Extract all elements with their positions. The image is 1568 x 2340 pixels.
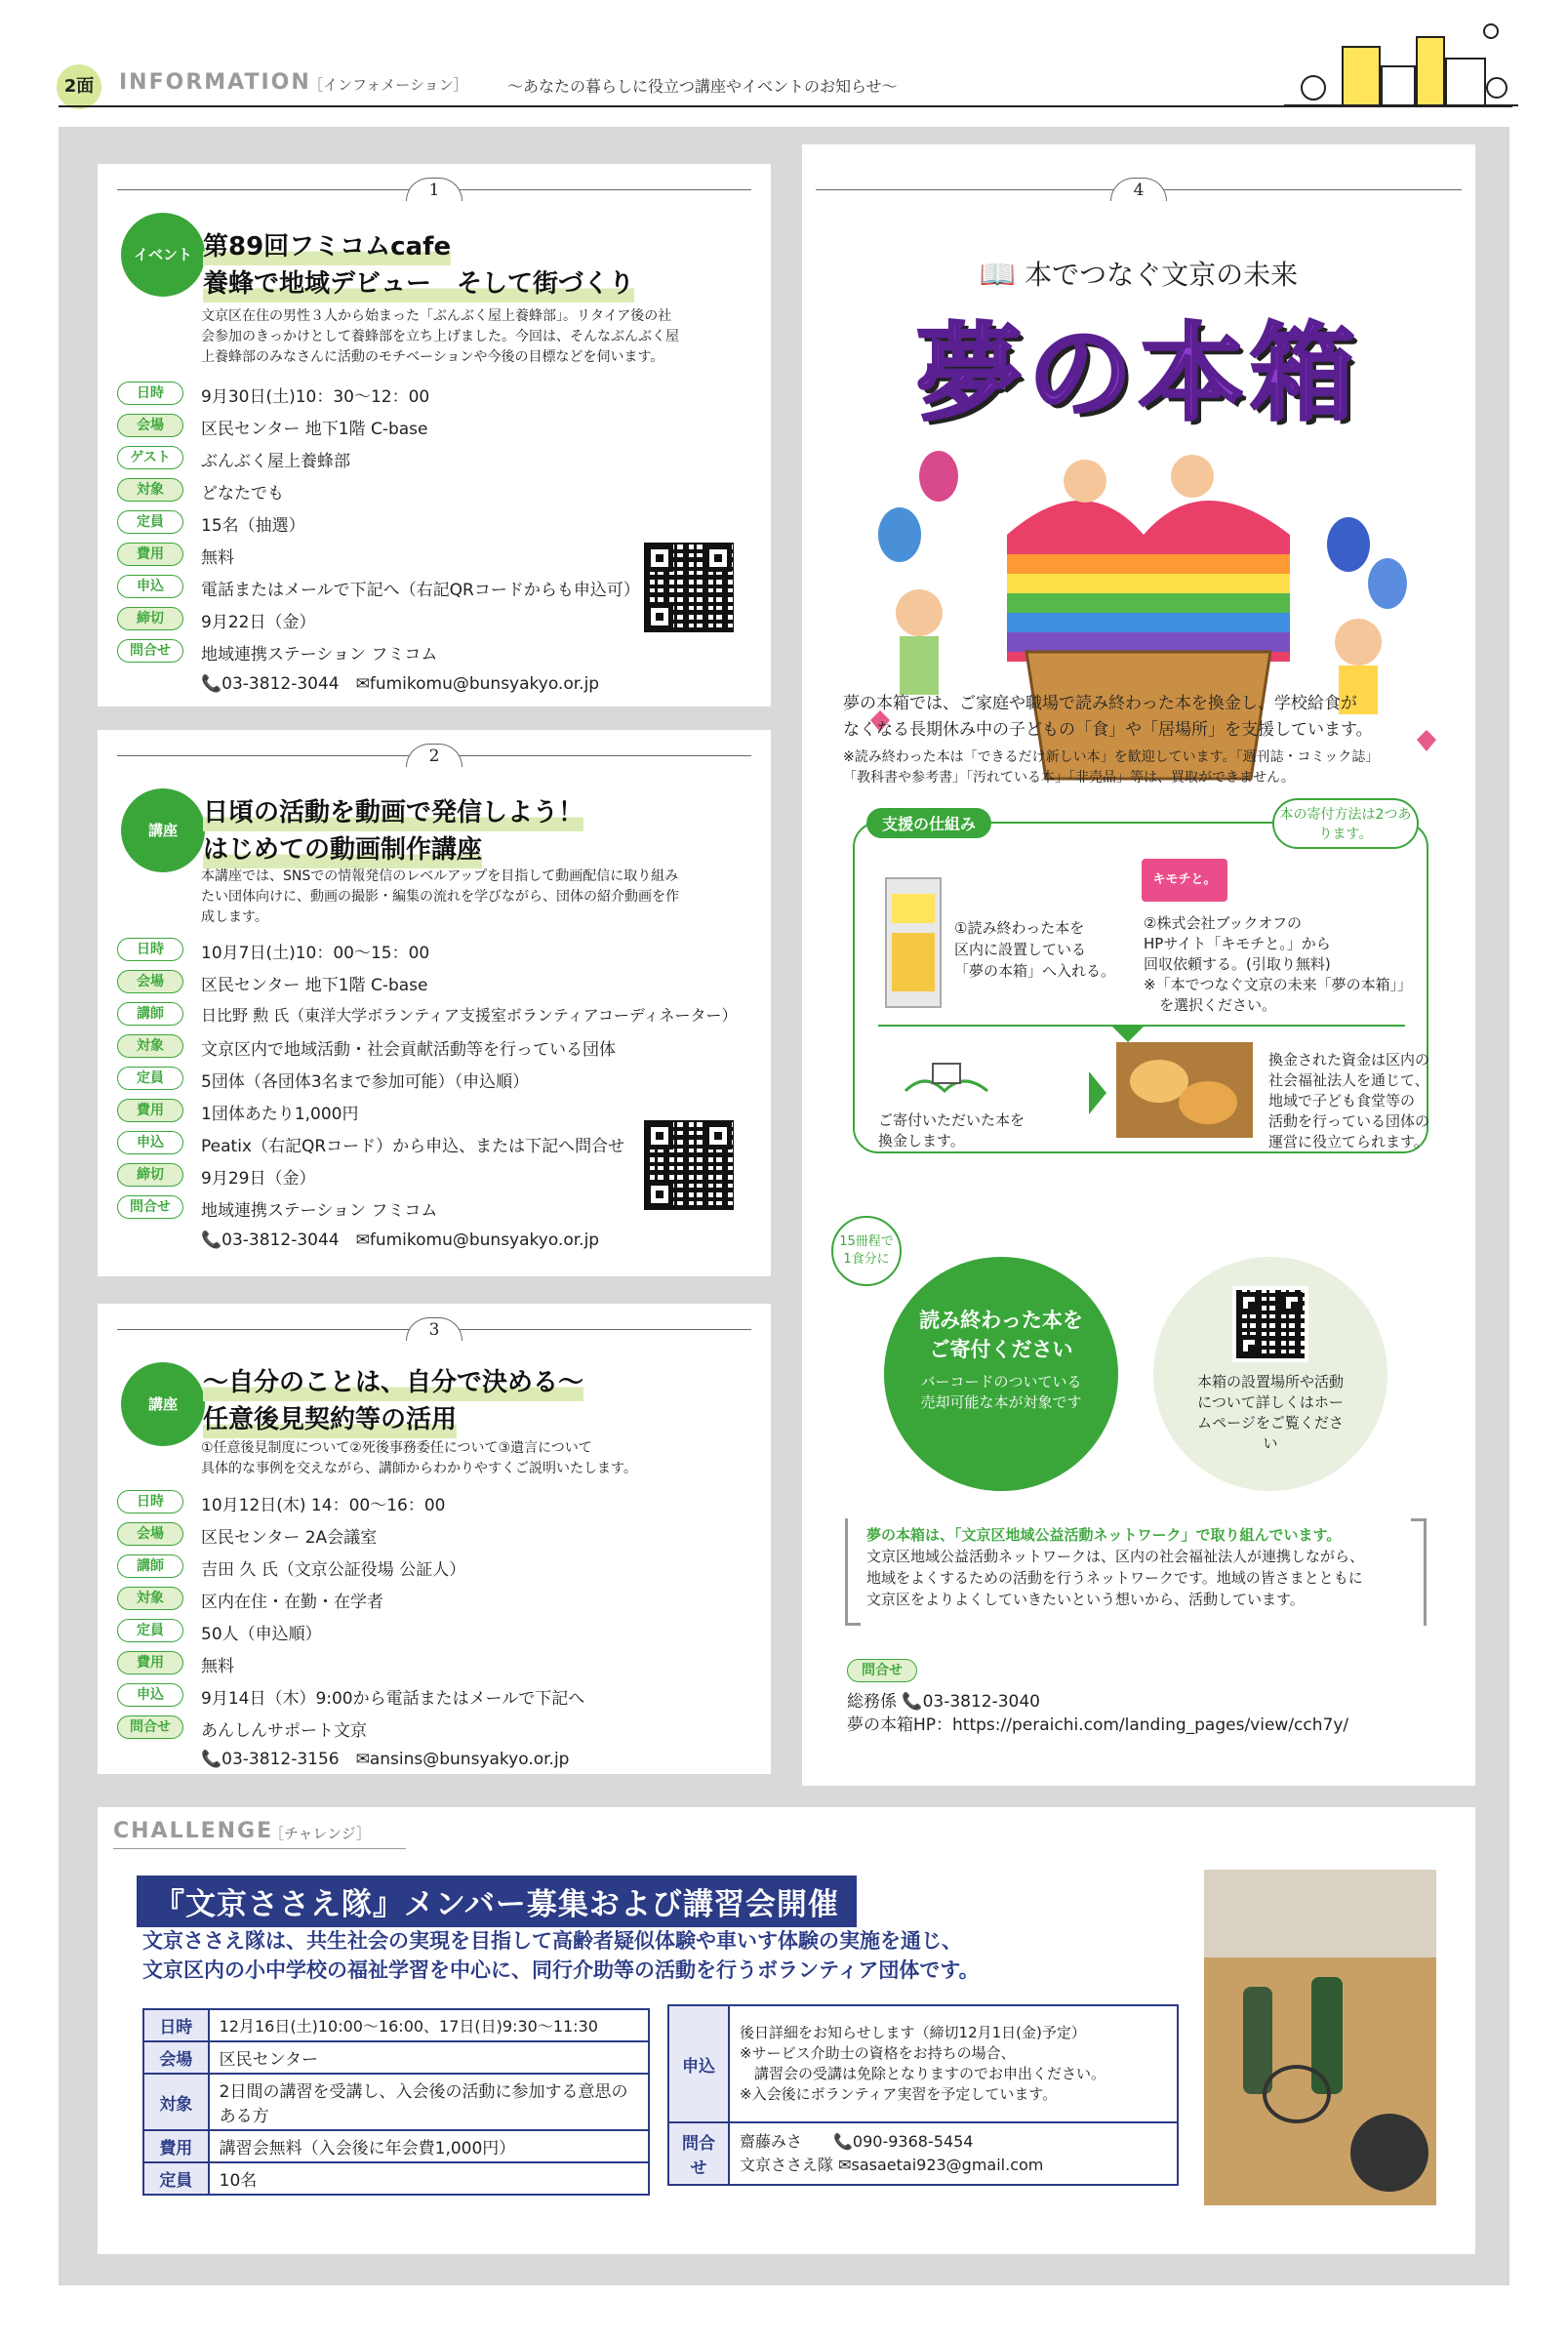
step-line: 活動を行っている団体の [1268, 1112, 1430, 1130]
section-title-jp: ［インフォメーション］ [308, 76, 468, 94]
row-label: 日時 [117, 938, 183, 961]
row-label: 講師 [117, 1002, 183, 1026]
note-line: ※読み終わった本は「できるだけ新しい本」を歓迎しています。「週刊誌・コミック誌」 [843, 749, 1380, 765]
website-circle [1153, 1257, 1387, 1491]
row-value: 無料 [201, 1657, 234, 1676]
step-line: 区内に設置している [954, 941, 1087, 958]
row-value: あんしんサポート文京 [201, 1721, 367, 1741]
header-rule [59, 105, 1512, 107]
step-line: 換金します。 [878, 1132, 965, 1150]
table-row [668, 2005, 1178, 2122]
card-title-line2: はじめての動画制作講座 [203, 831, 482, 868]
note-line: 「教科書や参考書」「汚れている本」「非売品」等は、買取ができません。 [843, 770, 1295, 786]
row-value: 吉田 久 氏（文京公証役場 公証人） [201, 1560, 466, 1580]
step-line: 「夢の本箱」へ入れる。 [954, 962, 1116, 980]
apply-line: 講習会の受講は免除となりますのでお申出ください。 [740, 2065, 1106, 2082]
desc-line: たい団体向けに、動画の撮影・編集の流れを学びながら、団体の紹介動画を作 [201, 889, 679, 905]
row-contact [117, 1711, 751, 1743]
section-title-en: INFORMATION [119, 70, 311, 95]
card-number: 4 [1110, 178, 1167, 201]
body-line: 夢の本箱では、ご家庭や職場で読み終わった本を換金し、学校給食が [843, 694, 1357, 713]
row-label: 申込 [117, 575, 183, 598]
table-label: 問合せ [668, 2122, 729, 2185]
table-row [668, 2122, 1178, 2185]
row-label: 費用 [117, 543, 183, 566]
challenge-head-en: CHALLENGE [113, 1819, 274, 1843]
row-datetime [117, 933, 751, 965]
row-value: ぶんぶく屋上養蜂部 [201, 452, 350, 471]
yume-subtitle-text: 本でつなぐ文京の未来 [1025, 259, 1299, 291]
network-line: 夢の本箱は、「文京区地域公益活動ネットワーク」で取り組んでいます。 [866, 1526, 1342, 1544]
row-label: 費用 [117, 1651, 183, 1674]
contact-line: 📞03-3812-3044 ✉fumikomu@bunsyakyo.or.jp [201, 1231, 600, 1250]
row-label: 問合せ [117, 639, 183, 663]
card-title [203, 1364, 583, 1438]
row-datetime [117, 377, 751, 409]
book-box-illustration [882, 874, 945, 1011]
donate-circle-title: 読み終わった本をご寄付ください [919, 1309, 1083, 1361]
row-value: 区内在住・在勤・在学者 [201, 1593, 383, 1612]
challenge-details-table [142, 2008, 650, 2196]
step-line: ②株式会社ブックオフの [1144, 914, 1302, 932]
card-number: 1 [406, 178, 462, 201]
apply-line: 後日詳細をお知らせします（締切12月1日(金)予定） [740, 2024, 1086, 2041]
table-label: 会場 [143, 2041, 209, 2074]
contact-label: 問合せ [847, 1659, 917, 1682]
step-line: を選択ください。 [1159, 996, 1277, 1014]
contact-line: 📞03-3812-3156 ✉ansins@bunsyakyo.or.jp [201, 1750, 570, 1769]
network-text [866, 1524, 1423, 1610]
detail-rows [117, 1485, 751, 1769]
card-title-line1: ～自分のことは、自分で決める～ [203, 1364, 583, 1401]
yume-subtitle [802, 254, 1475, 293]
card-title-line1: 日頃の活動を動画で発信しよう！ [203, 794, 583, 831]
row-lecturer [117, 1550, 751, 1582]
row-label: 定員 [117, 510, 183, 534]
row-label: 講師 [117, 1554, 183, 1578]
card-description [201, 867, 757, 928]
city-skyline-illustration [1284, 18, 1518, 107]
support-mechanism-tag: 支援の仕組み [866, 808, 991, 838]
donation-methods-bubble: 本の寄付方法は2つあります。 [1272, 798, 1419, 849]
card-title-line2: 任意後見契約等の活用 [203, 1401, 457, 1438]
info-card-2 [98, 730, 771, 1276]
row-venue [117, 965, 751, 997]
row-fee [117, 1646, 751, 1678]
category-badge: 講座 [121, 1362, 205, 1446]
card-description [201, 1438, 757, 1479]
network-line: 地域をよくするための活動を行うネットワークです。地域の皆さまとともに [866, 1569, 1363, 1587]
step-line: ①読み終わった本を [954, 919, 1085, 937]
table-value: 区民センター [209, 2041, 649, 2074]
qr-code[interactable] [640, 539, 738, 636]
row-value: 無料 [201, 548, 234, 568]
table-label: 申込 [668, 2005, 729, 2122]
card-number-row [117, 178, 751, 201]
desc-line: 具体的な事例を交えながら、講師からわかりやすくご説明いたします。 [201, 1461, 637, 1476]
row-label: 対象 [117, 1587, 183, 1610]
row-label: 定員 [117, 1619, 183, 1642]
step4-text [1268, 1050, 1429, 1152]
row-value: 9月22日（金） [201, 613, 316, 632]
challenge-lead [142, 1926, 1177, 1985]
row-value: 10月7日(土)10：00～15：00 [201, 944, 430, 963]
table-value: 2日間の講習を受講し、入会後の活動に参加する意思のある方 [209, 2074, 649, 2130]
row-value: Peatix（右記QRコード）から申込、または下記へ問合せ [201, 1137, 625, 1156]
category-badge: 講座 [121, 788, 205, 872]
row-label: 締切 [117, 607, 183, 630]
row-label: ゲスト [117, 446, 183, 469]
row-datetime [117, 1485, 751, 1517]
apply-line: ※入会後にボランティア実習を予定しています。 [740, 2085, 1058, 2103]
contact-phone: 総務係 📞03-3812-3040 [847, 1692, 1040, 1712]
kimochi-logo: キモチと。 [1142, 859, 1227, 902]
card-number: 3 [406, 1317, 462, 1341]
contact-line: 文京ささえ隊 ✉sasaetai923@gmail.com [740, 2156, 1044, 2174]
network-line: 文京区をよりよくしていきたいという想いから、活動しています。 [866, 1591, 1305, 1608]
desc-line: 会参加のきっかけとして養蜂部を立ち上げました。今回は、そんなぶんぶく屋 [201, 329, 679, 344]
card-number-row [117, 1317, 751, 1341]
row-label: 問合せ [117, 1195, 183, 1219]
info-card-1 [98, 164, 771, 706]
table-row [143, 2074, 649, 2130]
down-arrow-icon [1110, 1025, 1146, 1042]
table-value [729, 2122, 1178, 2185]
contact-line: 📞03-3812-3044 ✉fumikomu@bunsyakyo.or.jp [201, 674, 600, 694]
row-target [117, 473, 751, 505]
qr-code[interactable] [1232, 1286, 1308, 1362]
bracket-left [845, 1518, 861, 1626]
row-value: 電話またはメールで下記へ（右記QRコードからも申込可） [201, 581, 640, 600]
step-line: ご寄付いただいた本を [878, 1111, 1025, 1129]
donate-circle [884, 1257, 1118, 1491]
row-value: 9月14日（木）9:00から電話またはメールで下記へ [201, 1689, 585, 1709]
row-value: どなたでも [201, 484, 284, 504]
desc-line: 成します。 [201, 909, 268, 925]
row-venue [117, 1517, 751, 1550]
lead-line: 文京区内の小中学校の福祉学習を中心に、同行介助等の活動を行うボランティア団体です。 [142, 1958, 980, 1982]
desc-line: ①任意後見制度について②死後事務委任について③遺言について [201, 1440, 592, 1456]
challenge-apply-table [667, 2004, 1179, 2186]
table-label: 日時 [143, 2009, 209, 2041]
card-title-line2: 養蜂で地域デビュー そして街づくり [203, 265, 634, 303]
step-line: 運営に役立てられます。 [1268, 1133, 1428, 1150]
step-line: HPサイト「キモチと。」から [1144, 935, 1331, 952]
row-lecturer [117, 997, 751, 1029]
step2-text [1144, 913, 1412, 1016]
hands-book-icon [896, 1052, 997, 1110]
row-label: 対象 [117, 478, 183, 502]
row-capacity [117, 1614, 751, 1646]
challenge-rule [113, 1848, 406, 1849]
row-label: 会場 [117, 970, 183, 993]
step1-text [954, 917, 1115, 982]
row-value: 文京区内で地域活動・社会貢献活動等を行っている団体 [201, 1040, 616, 1060]
row-label: 会場 [117, 1522, 183, 1546]
row-value: 区民センター 地下1階 C-base [201, 976, 428, 995]
yume-contact [847, 1690, 1348, 1737]
table-value [729, 2005, 1178, 2122]
row-contact [117, 634, 751, 666]
food-photo [1116, 1042, 1253, 1138]
row-target [117, 1029, 751, 1062]
section-subtitle: ～あなたの暮らしに役立つ講座やイベントのお知らせ～ [507, 77, 898, 96]
category-badge: イベント [121, 213, 205, 297]
table-label: 対象 [143, 2074, 209, 2130]
table-label: 定員 [143, 2162, 209, 2195]
step-line: 社会福祉法人を通じて、 [1268, 1071, 1429, 1089]
row-label: 会場 [117, 414, 183, 437]
card-description [201, 306, 757, 368]
qr-code[interactable] [640, 1116, 738, 1214]
right-arrow-icon [1089, 1071, 1106, 1114]
row-value: 地域連携ステーション フミコム [201, 1201, 438, 1221]
card-number-row [816, 178, 1462, 201]
row-venue [117, 409, 751, 441]
challenge-head-jp: ［チャレンジ］ [269, 1825, 371, 1842]
info-card-3 [98, 1304, 771, 1774]
body-line: なくなる長期休み中の子どもの「食」や「居場所」を支援しています。 [843, 720, 1373, 740]
card-title [203, 794, 583, 868]
row-label: 日時 [117, 382, 183, 405]
desc-line: 文京区在住の男性３人から始まった「ぶんぶく屋上養蜂部」。リタイア後の社 [201, 308, 672, 324]
info-card-4 [802, 144, 1475, 1786]
row-value: 9月29日（金） [201, 1169, 316, 1189]
row-label: 日時 [117, 1490, 183, 1513]
step-line: 地域で子ども食堂等の [1268, 1092, 1416, 1109]
step3-text [878, 1110, 1025, 1151]
row-value: 5団体（各団体3名まで参加可能）（申込順） [201, 1072, 530, 1092]
row-value: 日比野 勲 氏（東洋大学ボランティア支援室ボランティアコーディネーター） [201, 1006, 738, 1025]
network-line: 文京区地域公益活動ネットワークは、区内の社会福祉法人が連携しながら、 [866, 1548, 1365, 1565]
row-value: 15名（抽選） [201, 516, 305, 536]
card-number-row [117, 744, 751, 767]
table-label: 費用 [143, 2130, 209, 2162]
serving-note-bubble: 15冊程で1食分に [831, 1216, 902, 1286]
row-target [117, 1582, 751, 1614]
card-title [203, 228, 634, 303]
lead-line: 文京ささえ隊は、共生社会の実現を目指して高齢者疑似体験や車いす体験の実施を通じ、 [142, 1929, 962, 1953]
desc-line: 本講座では、SNSでの情報発信のレベルアップを目指して動画配信に取り組み [201, 868, 679, 884]
row-label: 申込 [117, 1683, 183, 1707]
table-row [143, 2162, 649, 2195]
contact-line: 齋藤みさ 📞090-9368-5454 [740, 2132, 974, 2151]
row-label: 申込 [117, 1131, 183, 1154]
website-circle-text: 本箱の設置場所や活動について詳しくはホームページをご覧ください [1196, 1373, 1344, 1452]
page-number: 2面 [57, 64, 101, 109]
row-label: 定員 [117, 1067, 183, 1090]
yume-title: 夢の本箱 [915, 313, 1361, 435]
yume-body [843, 691, 1448, 744]
row-value: 区民センター 2A会議室 [201, 1528, 378, 1548]
table-value: 講習会無料（入会後に年会費1,000円） [209, 2130, 649, 2162]
card-number: 2 [406, 744, 462, 767]
table-row [143, 2130, 649, 2162]
table-value: 12月16日(土)10:00～16:00、17日(日)9:30～11:30 [209, 2009, 649, 2041]
row-guest [117, 441, 751, 473]
table-row [143, 2009, 649, 2041]
row-capacity [117, 1062, 751, 1094]
yume-note [843, 747, 1448, 788]
card-title-line1: 第89回フミコムcafe [203, 228, 451, 265]
step-line: ※「本でつなぐ文京の未来「夢の本箱」」 [1144, 976, 1413, 993]
row-value: 9月30日(土)10：30～12：00 [201, 387, 430, 407]
row-value: 50人（申込順） [201, 1625, 322, 1644]
contact-url[interactable]: 夢の本箱HP：https://peraichi.com/landing_pages/view/cch7y/ [847, 1715, 1349, 1735]
desc-line: 上養蜂部のみなさんに活動のモチベーションや今後の目標などを伺います。 [201, 349, 664, 365]
volunteers-wheelchair-photo [1204, 1870, 1436, 2205]
row-label: 問合せ [117, 1715, 183, 1739]
challenge-title: 『文京ささえ隊』メンバー募集および講習会開催 [137, 1876, 857, 1927]
row-capacity [117, 505, 751, 538]
step-line: 換金された資金は区内の [1268, 1051, 1430, 1069]
apply-line: ※サービス介助士の資格をお持ちの場合、 [740, 2044, 1016, 2062]
row-value: 10月12日(木) 14：00～16：00 [201, 1496, 446, 1515]
row-label: 対象 [117, 1034, 183, 1058]
row-value: 区民センター 地下1階 C-base [201, 420, 428, 439]
table-row [143, 2041, 649, 2074]
step-line: 回収依頼する。(引取り無料) [1144, 955, 1331, 973]
table-value: 10名 [209, 2162, 649, 2195]
row-value: 地域連携ステーション フミコム [201, 645, 438, 665]
row-value: 1団体あたり1,000円 [201, 1105, 359, 1124]
row-label: 費用 [117, 1099, 183, 1122]
row-apply [117, 1678, 751, 1711]
donate-circle-sub: バーコードのついている売却可能な本が対象です [920, 1373, 1082, 1411]
book-icon: 📖 [979, 258, 1017, 292]
row-label: 締切 [117, 1163, 183, 1187]
